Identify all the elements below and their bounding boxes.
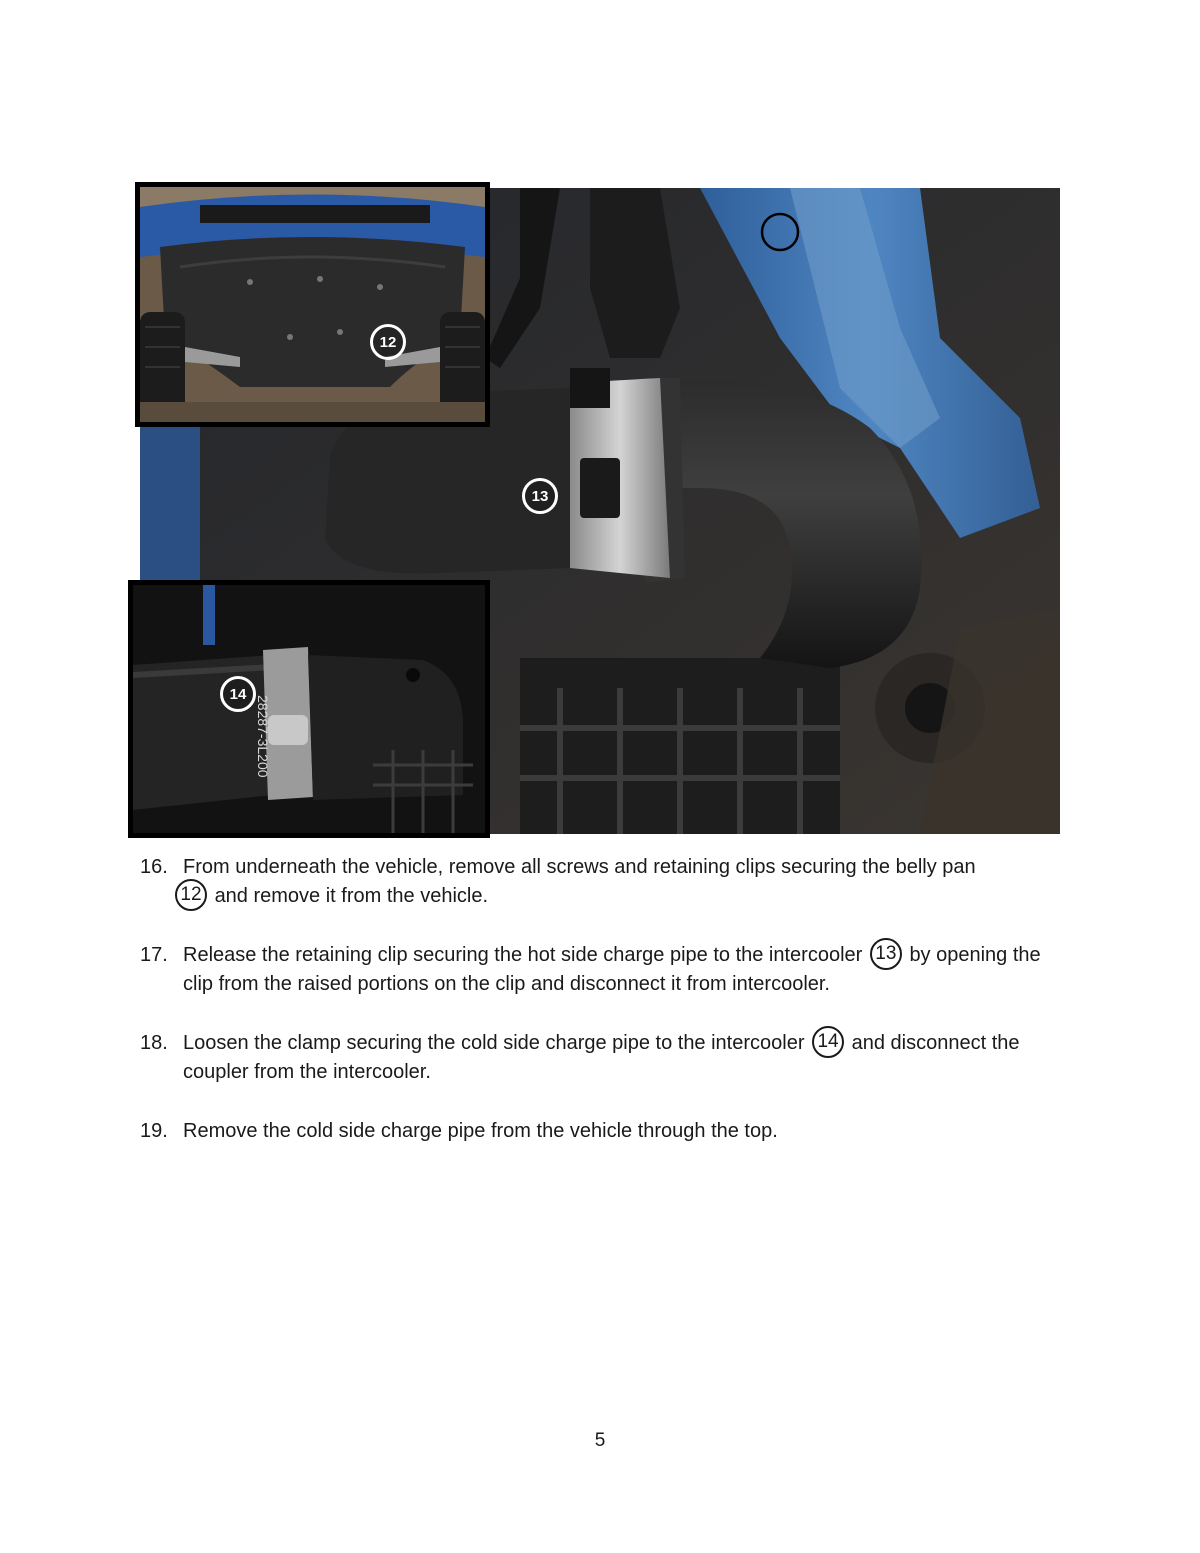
step-number: 17. [140,944,168,966]
inset-photo-cold-side-coupler [128,580,490,838]
callout-14: 14 [220,676,256,712]
step-text: Remove the cold side charge pipe from the vehicle through the top. [183,1120,778,1142]
step-19 [140,1117,1060,1146]
belly-pan-illustration [140,187,485,422]
step-number: 16. [140,856,168,878]
step-text-before: Release the retaining clip securing the hot side charge pipe to the intercooler [183,944,863,966]
ref-circle-14: 14 [812,1026,844,1058]
step-16 [140,853,1060,911]
callout-13: 13 [522,478,558,514]
step-17 [140,941,1060,999]
part-number-text: 28287-3L200 [255,695,271,778]
step-text [180,853,1060,911]
photo-composite [128,182,1060,836]
step-text-before: From underneath the vehicle, remove all screws and retaining clips securing the belly pan [183,856,976,878]
step-number: 19. [140,1120,168,1142]
step-text [183,941,1060,999]
step-18 [140,1029,1060,1087]
step-text [183,1029,1060,1087]
step-number: 18. [140,1032,168,1054]
step-text-before: Loosen the clamp securing the cold side charge pipe to the intercooler [183,1032,805,1054]
callout-12: 12 [370,324,406,360]
coupler-illustration [133,585,485,833]
page-number: 5 [594,1430,606,1451]
step-text-after: and remove it from the vehicle. [214,885,489,907]
ref-circle-13: 13 [870,938,902,970]
instruction-steps [140,853,1060,1176]
inset-photo-belly-pan [135,182,490,427]
step-text-after: by opening the clip from the raised portions on the clip and disconnect it from intercooler. [183,944,1041,995]
step-text-after: and disconnect the coupler from the intercooler. [183,1032,1020,1083]
ref-circle-12: 12 [175,879,207,911]
